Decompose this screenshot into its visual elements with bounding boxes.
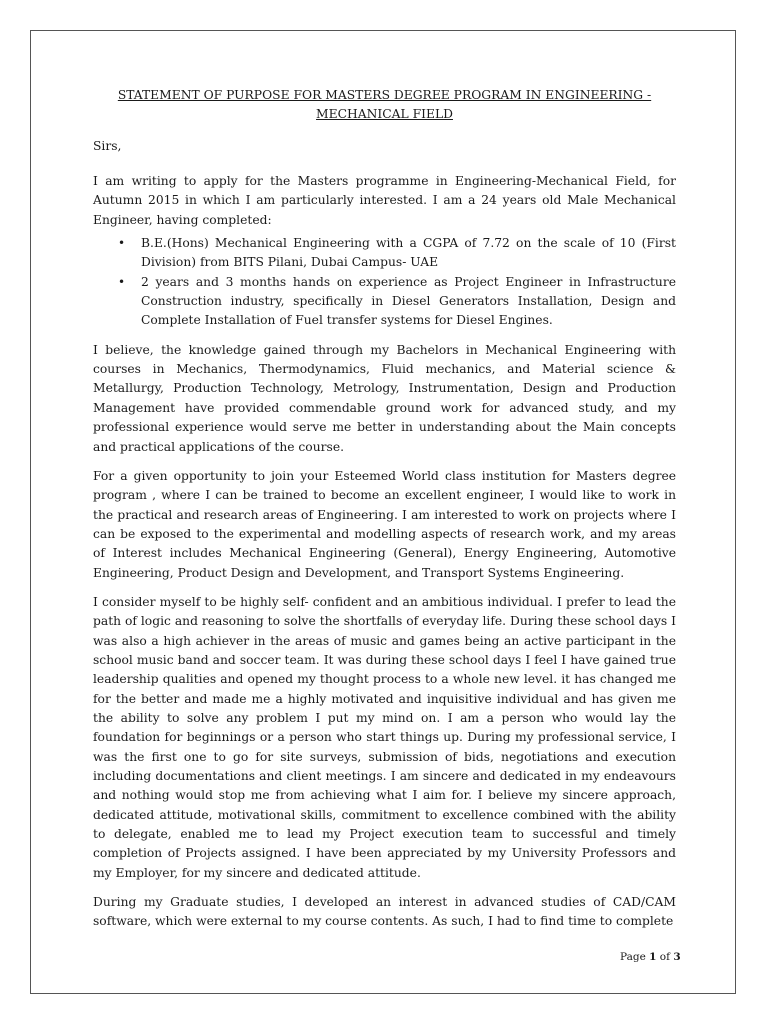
page-label: Page	[620, 951, 646, 963]
list-item	[93, 273, 676, 331]
body-paragraph: I consider myself to be highly self- confident and an ambitious individual. I prefer to lead the path of logic and reasoning to solve the shortfalls of everyday life. During these school days I was also a high achiever in the areas of music and games being an active participant in the school music band and soccer team. It was during these school days I feel I have gained true leadership qualities and opened my thought process to a whole new level. it has changed me for the better and made me a highly motivated and inquisitive individual and has given me the ability to solve any problem I put my mind on. I am a person who would lay the foundation for beginnings or a person who start things up. During my professional service, I was the first one to go for site surveys, submission of bids, negotiations and execution including documentations and client meetings. I am sincere and dedicated in my endeavours and nothing would stop me from achieving what I aim for. I believe my sincere approach, dedicated attitude, motivational skills, commitment to excellence combined with the ability to delegate, enabled me to lead my Project execution team to successful and timely completion of Projects assigned. I have been appreciated by my University Professors and my Employer, for my sincere and dedicated attitude.	[93, 594, 676, 880]
list-item-text: 2 years and 3 months hands on experience as Project Engineer in Infrastructure Construction industry, specifically in Diesel Generators Installation, Design and Complete Installation of Fuel transfer systems for Diesel Engines.	[141, 274, 676, 328]
list-item-text: B.E.(Hons) Mechanical Engineering with a CGPA of 7.72 on the scale of 10 (First Division) from BITS Pilani, Dubai Campus- UAE	[141, 236, 676, 270]
intro-paragraph: I am writing to apply for the Masters programme in Engineering-Mechanical Field, for Autumn 2015 in which I am particularly interested. I am a 24 years old Male Mechanical Engineer, having completed:	[93, 174, 676, 227]
body-paragraph: During my Graduate studies, I developed an interest in advanced studies of CAD/CAM software, which were external to my course contents. As such, I had to find time to complete	[93, 895, 676, 929]
bullet-icon: •	[118, 274, 126, 289]
list-item	[93, 234, 676, 273]
salutation: Sirs,	[93, 138, 122, 153]
bullet-icon: •	[118, 236, 126, 251]
page-total: 3	[673, 951, 681, 963]
body-paragraph: For a given opportunity to join your Esteemed World class institution for Masters degree program , where I can be trained to become an excellent engineer, I would like to work in the practical and research areas of Engineering. I am interested to work on projects where I can be exposed to the experimental and modelling aspects of research work, and my areas of Interest includes Mechanical Engineering (General), Energy Engineering, Automotive Engineering, Product Design and Development, and Transport Systems Engineering.	[93, 468, 676, 580]
body-paragraph: I believe, the knowledge gained through my Bachelors in Mechanical Engineering with courses in Mechanics, Thermodynamics, Fluid mechanics, and Material science & Metallurgy, Production Technology, Metrology, Instrumentation, Design and Production Management have provided commendable ground work for advanced study, and my professional experience would serve me better in understanding about the Main concepts and practical applications of the course.	[93, 342, 676, 454]
page-current: 1	[649, 951, 657, 963]
document-body	[93, 86, 676, 932]
document-title: STATEMENT OF PURPOSE FOR MASTERS DEGREE PROGRAM IN ENGINEERING - MECHANICAL FIELD	[117, 88, 652, 122]
page-of-label: of	[659, 951, 671, 963]
qualification-list	[93, 234, 676, 331]
page-number	[620, 951, 681, 963]
